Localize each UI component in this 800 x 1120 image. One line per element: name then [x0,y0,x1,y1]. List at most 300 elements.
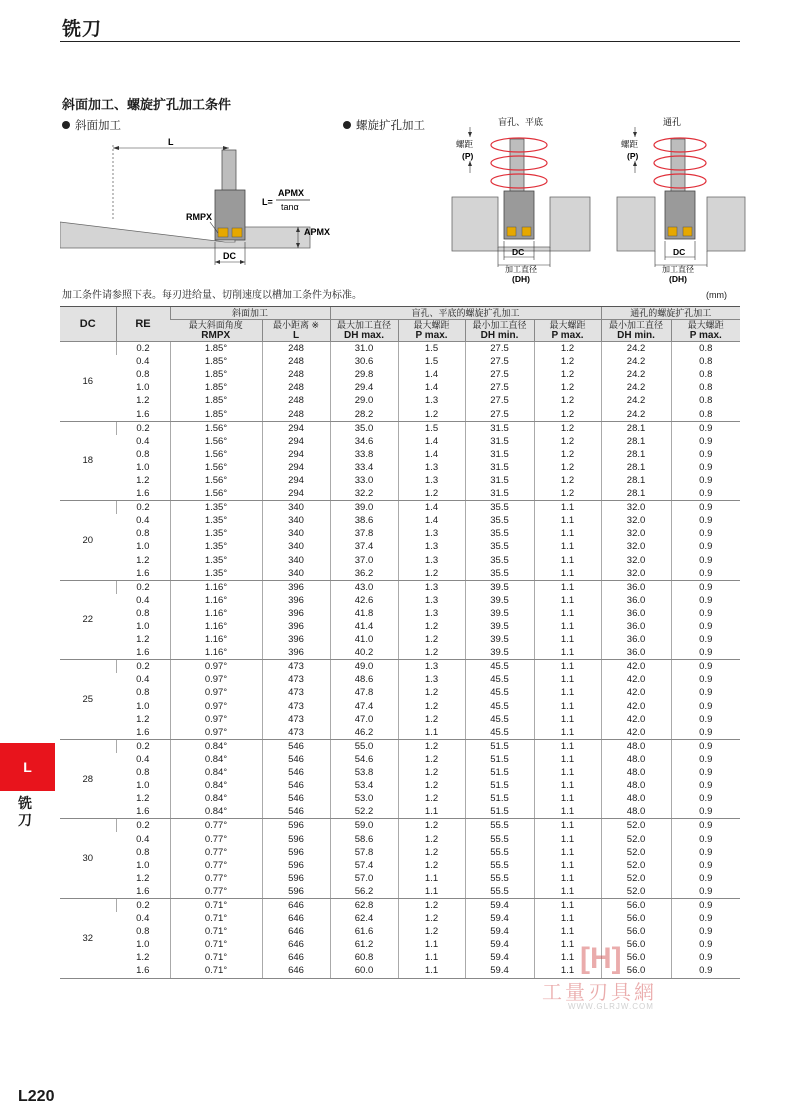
cell-rmpx: 1.56° [170,487,262,501]
cell-bp: 1.2 [398,912,465,925]
cell-re: 0.4 [136,594,150,606]
cell-rmpx: 0.77° [170,872,262,885]
cell-tp: 0.9 [671,448,740,461]
header-blind-dh-min: 最小加工直径 DH min. [465,320,534,342]
cell-rmpx: 0.84° [170,739,262,753]
cell-tdhmin: 48.0 [601,779,671,792]
cell-bp: 1.2 [398,633,465,646]
cell-l: 340 [262,514,330,527]
cell-tp: 0.9 [671,925,740,938]
cell-tdhmin: 24.2 [601,407,671,421]
cell-re: 0.4 [136,753,150,765]
cell-l: 294 [262,421,330,435]
table-row [60,872,740,885]
cell-bp: 1.4 [398,448,465,461]
cell-bdhmax: 37.8 [330,527,398,540]
header-group-through: 通孔的螺旋扩孔加工 [601,307,740,320]
table-row [60,859,740,872]
cell-bdhmin: 39.5 [465,646,534,660]
cell-bp: 1.2 [398,487,465,501]
cell-l: 546 [262,766,330,779]
cell-bp2: 1.1 [534,580,601,594]
cell-dc: 32 [60,898,116,978]
table-row [60,766,740,779]
cell-tp: 0.9 [671,739,740,753]
cell-rmpx: 0.84° [170,753,262,766]
cell-re: 1.2 [136,554,150,566]
cell-l: 248 [262,381,330,394]
table-row [60,580,740,594]
cell-tdhmin: 28.1 [601,474,671,487]
cell-rmpx: 1.56° [170,421,262,435]
cell-tdhmin: 48.0 [601,739,671,753]
cell-bdhmax: 54.6 [330,753,398,766]
cell-tp: 0.9 [671,912,740,925]
table-row [60,660,740,674]
cell-tdhmin: 52.0 [601,846,671,859]
cell-bp2: 1.1 [534,554,601,567]
cell-tdhmin: 24.2 [601,381,671,394]
cell-bp2: 1.1 [534,633,601,646]
cell-bdhmin: 39.5 [465,620,534,633]
cell-bp: 1.2 [398,846,465,859]
ramp-apmx-label: APMX [304,227,331,237]
cell-re: 0.4 [136,833,150,845]
cell-tdhmin: 48.0 [601,753,671,766]
ramp-rmpx-label: RMPX [186,212,213,222]
cell-rmpx: 1.85° [170,355,262,368]
table-row [60,487,740,501]
table-row [60,501,740,515]
table-row [60,726,740,740]
cell-tdhmin: 56.0 [601,898,671,912]
cell-bp: 1.2 [398,766,465,779]
cell-rmpx: 1.35° [170,501,262,515]
cell-bp2: 1.1 [534,726,601,740]
cell-tdhmin: 42.0 [601,726,671,740]
cell-bp2: 1.2 [534,421,601,435]
cell-re: 1.2 [136,952,150,964]
cell-l: 646 [262,912,330,925]
cell-tp: 0.9 [671,832,740,845]
cell-l: 294 [262,487,330,501]
cell-bdhmax: 62.8 [330,898,398,912]
table-row [60,527,740,540]
cell-rmpx: 1.56° [170,435,262,448]
cell-re: 1.0 [136,859,150,871]
cell-bp: 1.2 [398,792,465,805]
cell-l: 340 [262,567,330,581]
cell-bp2: 1.1 [534,819,601,833]
cell-tdhmin: 36.0 [601,620,671,633]
cell-bp: 1.2 [398,753,465,766]
cell-l: 294 [262,461,330,474]
cell-rmpx: 1.56° [170,448,262,461]
header-group-ramp: 斜面加工 [170,307,330,320]
cell-tdhmin: 32.0 [601,527,671,540]
cell-tp: 0.9 [671,686,740,699]
cell-dc: 18 [60,421,116,501]
cell-bp: 1.3 [398,474,465,487]
cell-bdhmax: 41.4 [330,620,398,633]
cell-bdhmin: 35.5 [465,554,534,567]
table-row [60,381,740,394]
table-row [60,407,740,421]
cell-tdhmin: 42.0 [601,673,671,686]
cell-bdhmin: 51.5 [465,792,534,805]
cell-bdhmin: 45.5 [465,713,534,726]
cell-tp: 0.9 [671,846,740,859]
cell-rmpx: 1.35° [170,514,262,527]
cell-bp2: 1.1 [534,660,601,674]
cell-tdhmin: 24.2 [601,355,671,368]
unit-label: (mm) [706,290,727,300]
blind-hole-label: 盲孔、平底 [498,117,544,127]
table-row [60,594,740,607]
watermark-name: 工量刃具網 [542,982,657,1004]
cell-bdhmin: 27.5 [465,381,534,394]
cell-tdhmin: 28.1 [601,461,671,474]
cell-bp: 1.3 [398,554,465,567]
cell-bdhmin: 27.5 [465,355,534,368]
cell-bdhmin: 55.5 [465,846,534,859]
cell-bdhmax: 59.0 [330,819,398,833]
cell-bdhmax: 57.0 [330,872,398,885]
table-row [60,805,740,819]
cell-rmpx: 0.84° [170,805,262,819]
cell-rmpx: 1.35° [170,527,262,540]
cell-tdhmin: 24.2 [601,342,671,356]
cell-bdhmax: 52.2 [330,805,398,819]
cell-l: 646 [262,964,330,978]
cell-tp: 0.9 [671,461,740,474]
cell-bdhmax: 37.4 [330,540,398,553]
cell-tdhmin: 48.0 [601,792,671,805]
cell-bp2: 1.1 [534,686,601,699]
cell-bp: 1.3 [398,660,465,674]
cell-bdhmin: 55.5 [465,832,534,845]
cell-rmpx: 0.71° [170,951,262,964]
through-dia-label: 加工直径 [662,265,694,274]
cell-bdhmax: 47.0 [330,713,398,726]
cell-l: 248 [262,355,330,368]
cell-re: 0.8 [136,369,150,381]
cell-bdhmin: 31.5 [465,435,534,448]
cell-rmpx: 0.77° [170,819,262,833]
cell-l: 248 [262,407,330,421]
cell-rmpx: 1.16° [170,607,262,620]
table-row [60,753,740,766]
cell-re: 1.0 [136,541,150,553]
cell-rmpx: 0.84° [170,792,262,805]
cell-tp: 0.9 [671,898,740,912]
table-row [60,739,740,753]
cell-tdhmin: 52.0 [601,872,671,885]
cell-tp: 0.9 [671,540,740,553]
cell-bdhmax: 60.0 [330,964,398,978]
cell-bdhmax: 57.8 [330,846,398,859]
cell-tp: 0.9 [671,819,740,833]
cell-l: 596 [262,832,330,845]
bullet-icon [343,121,351,129]
cell-tp: 0.9 [671,805,740,819]
cell-rmpx: 1.16° [170,620,262,633]
cell-re: 0.8 [136,607,150,619]
cell-bdhmax: 48.6 [330,673,398,686]
cell-tdhmin: 28.1 [601,448,671,461]
cell-bp: 1.2 [398,859,465,872]
cell-bdhmax: 41.8 [330,607,398,620]
cell-bdhmax: 29.0 [330,394,398,407]
through-pitch-label: 螺距 [621,139,639,149]
cell-tp: 0.8 [671,342,740,356]
cell-tp: 0.8 [671,355,740,368]
cell-bp: 1.1 [398,938,465,951]
header-through-dh-min: 最小加工直径 DH min. [601,320,671,342]
cell-bp: 1.2 [398,700,465,713]
header-re: RE [116,307,170,342]
cell-bdhmax: 61.6 [330,925,398,938]
cell-rmpx: 1.85° [170,368,262,381]
cell-re: 0.8 [136,846,150,858]
cell-rmpx: 0.97° [170,713,262,726]
cell-bdhmin: 51.5 [465,779,534,792]
cell-tp: 0.9 [671,487,740,501]
watermark-logo: [H] [580,942,622,975]
table-row [60,898,740,912]
cell-rmpx: 0.84° [170,779,262,792]
cell-bdhmin: 59.4 [465,938,534,951]
cell-bdhmin: 35.5 [465,514,534,527]
through-pitch-p: (P) [627,151,639,161]
cell-bp: 1.3 [398,673,465,686]
cell-re: 0.4 [136,435,150,447]
cell-re: 1.6 [116,726,170,740]
cell-l: 596 [262,846,330,859]
cell-tp: 0.9 [671,673,740,686]
cell-bp2: 1.1 [534,792,601,805]
cell-re: 1.0 [136,780,150,792]
cell-bdhmax: 42.6 [330,594,398,607]
table-row [60,514,740,527]
cell-rmpx: 1.16° [170,646,262,660]
blind-pitch-label: 螺距 [456,139,474,149]
cell-tdhmin: 28.1 [601,421,671,435]
cell-l: 473 [262,673,330,686]
page-number: L220 [18,1088,55,1105]
cell-tdhmin: 52.0 [601,819,671,833]
section-tab[interactable]: L [0,743,55,791]
cell-dc: 28 [60,739,116,819]
cell-bdhmax: 30.6 [330,355,398,368]
cell-bp: 1.3 [398,394,465,407]
table-row [60,474,740,487]
header-rule [60,41,740,42]
cell-bp2: 1.2 [534,461,601,474]
cell-bp: 1.2 [398,898,465,912]
cell-re: 1.0 [136,700,150,712]
cell-bp2: 1.2 [534,487,601,501]
cell-bp: 1.2 [398,407,465,421]
header-dc: DC [60,307,116,342]
cell-tdhmin: 32.0 [601,554,671,567]
cell-bdhmin: 55.5 [465,885,534,899]
cell-bdhmin: 45.5 [465,726,534,740]
cell-bp: 1.3 [398,527,465,540]
header-group-blind: 盲孔、平底的螺旋扩孔加工 [330,307,601,320]
table-row [60,620,740,633]
cell-tp: 0.9 [671,646,740,660]
cell-tp: 0.9 [671,872,740,885]
cell-rmpx: 0.71° [170,964,262,978]
cell-bdhmax: 47.8 [330,686,398,699]
cell-bp2: 1.1 [534,951,601,964]
cell-rmpx: 0.77° [170,885,262,899]
cell-re: 1.2 [136,713,150,725]
cell-bdhmax: 38.6 [330,514,398,527]
cell-bdhmax: 47.4 [330,700,398,713]
blind-pitch-p: (P) [462,151,474,161]
cell-bp2: 1.1 [534,527,601,540]
cell-tdhmin: 52.0 [601,859,671,872]
cell-re: 0.4 [136,515,150,527]
table-row [60,461,740,474]
table-row [60,846,740,859]
cell-re: 0.4 [136,913,150,925]
cell-bdhmax: 35.0 [330,421,398,435]
cell-bdhmin: 31.5 [465,474,534,487]
cell-bdhmax: 56.2 [330,885,398,899]
cell-bp2: 1.1 [534,925,601,938]
cell-tdhmin: 36.0 [601,646,671,660]
cell-re: 0.8 [136,926,150,938]
cell-tp: 0.9 [671,713,740,726]
table-row [60,554,740,567]
cell-re: 0.2 [116,898,170,912]
table-row [60,779,740,792]
cell-dc: 22 [60,580,116,660]
cell-tp: 0.9 [671,700,740,713]
cell-bdhmin: 59.4 [465,951,534,964]
cell-tp: 0.8 [671,368,740,381]
cell-re: 1.2 [136,474,150,486]
cell-bp2: 1.1 [534,501,601,515]
cell-l: 340 [262,554,330,567]
cell-bp: 1.5 [398,355,465,368]
cell-bp: 1.5 [398,342,465,356]
cell-bp: 1.2 [398,925,465,938]
cell-rmpx: 0.97° [170,700,262,713]
cell-bdhmin: 31.5 [465,421,534,435]
cell-bdhmin: 31.5 [465,487,534,501]
cell-re: 1.6 [116,407,170,421]
header-min-distance: 最小距离 ※ L [262,320,330,342]
header-blind-dh-max: 最大加工直径 DH max. [330,320,398,342]
cell-bdhmax: 31.0 [330,342,398,356]
cell-rmpx: 0.77° [170,832,262,845]
cell-rmpx: 1.16° [170,580,262,594]
cell-bp2: 1.1 [534,805,601,819]
cell-bp: 1.4 [398,501,465,515]
cell-tdhmin: 32.0 [601,501,671,515]
cell-l: 546 [262,739,330,753]
table-row [60,925,740,938]
cell-re: 1.0 [136,461,150,473]
cell-re: 0.8 [136,528,150,540]
header-blind-p-max-2: 最大螺距 P max. [534,320,601,342]
cell-l: 294 [262,435,330,448]
cell-bdhmax: 41.0 [330,633,398,646]
cell-bp2: 1.2 [534,381,601,394]
ramp-tool-icon [215,150,245,240]
cell-bp: 1.4 [398,381,465,394]
cell-rmpx: 1.85° [170,381,262,394]
cell-bdhmin: 39.5 [465,607,534,620]
cell-l: 340 [262,540,330,553]
cell-rmpx: 0.97° [170,686,262,699]
table-row [60,421,740,435]
table-row [60,567,740,581]
cell-re: 1.2 [136,395,150,407]
cell-bp2: 1.2 [534,407,601,421]
cell-tdhmin: 56.0 [601,964,671,978]
cell-bp2: 1.1 [534,898,601,912]
cell-re: 1.6 [116,964,170,978]
through-dc-label: DC [673,247,686,257]
cell-rmpx: 1.35° [170,567,262,581]
cell-re: 0.2 [116,342,170,356]
subsection-helical-label: 螺旋扩孔加工 [356,120,425,132]
cell-re: 1.0 [136,382,150,394]
through-dh-label: (DH) [669,274,687,284]
cell-tp: 0.9 [671,594,740,607]
table-row [60,342,740,356]
page-header-title: 铣刀 [62,19,103,40]
section-title: 斜面加工、螺旋扩孔加工条件 [62,97,232,112]
cell-l: 646 [262,938,330,951]
cell-tdhmin: 52.0 [601,832,671,845]
cell-tdhmin: 32.0 [601,567,671,581]
cell-tdhmin: 32.0 [601,540,671,553]
cell-tdhmin: 42.0 [601,700,671,713]
cell-l: 248 [262,342,330,356]
subsection-ramp-label: 斜面加工 [75,120,121,132]
cell-tp: 0.9 [671,753,740,766]
cell-tp: 0.9 [671,859,740,872]
cell-rmpx: 1.85° [170,342,262,356]
cell-bp2: 1.1 [534,753,601,766]
cell-bdhmax: 43.0 [330,580,398,594]
cell-l: 473 [262,686,330,699]
cell-bp: 1.4 [398,514,465,527]
cell-bp: 1.2 [398,567,465,581]
cell-tp: 0.9 [671,620,740,633]
cell-bp: 1.1 [398,726,465,740]
cell-bp2: 1.1 [534,872,601,885]
cell-l: 473 [262,713,330,726]
cell-tdhmin: 42.0 [601,660,671,674]
cell-bdhmin: 55.5 [465,859,534,872]
watermark-url: WWW.GLRJW.COM [568,1002,654,1011]
cell-l: 546 [262,805,330,819]
cell-bdhmax: 49.0 [330,660,398,674]
cell-bdhmax: 37.0 [330,554,398,567]
cell-bdhmin: 45.5 [465,700,534,713]
cell-re: 1.6 [116,487,170,501]
cell-l: 646 [262,925,330,938]
cell-rmpx: 0.77° [170,846,262,859]
cell-bp2: 1.1 [534,832,601,845]
